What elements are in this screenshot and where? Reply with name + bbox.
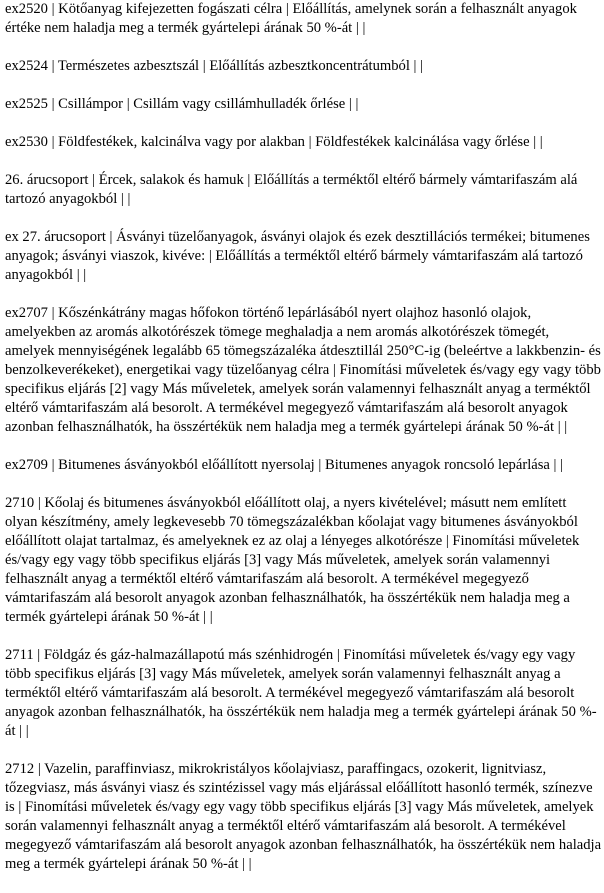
entry-2711: 2711 | Földgáz és gáz-halmazállapotú más szénhidrogén | Finomítási műveletek és/vagy egy vagy több specifikus eljárás [3] vagy Más műveletek, amelyek során valamennyi felhasznált anyag a terméktől eltérő vámtarifaszám alá besorolt. A termékével megegyező vámtarifaszám alá besorolt anyagok azonban felhasználhatók, ha összértékük nem haladja meg a termék gyártelepi árának 50 %-át | | (5, 647, 597, 739)
entry-chapter-26: 26. árucsoport | Ércek, salakok és hamuk | Előállítás a terméktől eltérő bármely vámtarifaszám alá tartozó anyagokból | | (5, 172, 578, 207)
entry-ex2709: ex2709 | Bitumenes ásványokból előállított nyersolaj | Bitumenes anyagok roncsoló lepárlása | | (5, 457, 564, 473)
entry-ex2520: ex2520 | Kötőanyag kifejezetten fogászati célra | Előállítás, amelynek során a felhasznált anyagok értéke nem haladja meg a termék gyártelepi árának 50 %-át | | (5, 1, 577, 36)
entry-ex2530: ex2530 | Földfestékek, kalcinálva vagy por alakban | Földfestékek kalcinálása vagy őrlése | | (5, 134, 543, 150)
entry-ex2707: ex2707 | Kőszénkátrány magas hőfokon történő lepárlásából nyert olajhoz hasonló olajok, amelyekben az aromás alkotórészek tömege meghaladja a nem aromás alkotórészek tömegét, amelyek mennyiségének legalább 65 tömegszázaléka átdesztillál 250°C-ig (beleértve a lakkbenzin- és benzolkeverékeket), energetikai vagy tüzelőanyag célra | Finomítási műveletek és/vagy egy vagy több specifikus eljárás [2] vagy Más műveletek, amelyek során valamennyi felhasznált anyag a terméktől eltérő vámtarifaszám alá besorolt. A termékével megegyező vámtarifaszám alá besorolt anyagok azonban felhasználhatók, ha összértékük nem haladja meg a termék gyártelepi árának 50 %-át | | (5, 305, 601, 435)
document-body (5, 0, 602, 893)
entry-ex2524: ex2524 | Természetes azbesztszál | Előállítás azbesztkoncentrátumból | | (5, 58, 424, 74)
entry-chapter-ex27: ex 27. árucsoport | Ásványi tüzelőanyagok, ásványi olajok és ezek desztillációs termékei; bitumenes anyagok; ásványi viaszok, kivéve: | Előállítás a terméktől eltérő bármely vámtarifaszám alá tartozó anyagokból | | (5, 229, 590, 283)
entry-ex2525: ex2525 | Csillámpor | Csillám vagy csillámhulladék őrlése | | (5, 96, 359, 112)
entry-2712: 2712 | Vazelin, paraffinviasz, mikrokristályos kőolajviasz, paraffingacs, ozokerit, lignitviasz, tőzegviasz, más ásványi viasz és szintézissel vagy más eljárással előállított hasonló termék, színezve is | Finomítási műveletek és/vagy egy vagy több specifikus eljárás [3] vagy Más műveletek, amelyek során valamennyi felhasznált anyag a terméktől eltérő vámtarifaszám alá besorolt. A termékével megegyező vámtarifaszám alá besorolt anyagok azonban felhasználhatók, ha összértékük nem haladja meg a termék gyártelepi árának 50 %-át | | (5, 761, 602, 872)
entry-2710: 2710 | Kőolaj és bitumenes ásványokból előállított olaj, a nyers kivételével; másutt nem említett olyan készítmény, amely legkevesebb 70 tömegszázalékban kőolajat vagy bitumenes ásványokból előállított olajat tartalmaz, és amelyeknek ez az olaj a lényeges alkotórésze | Finomítási műveletek és/vagy egy vagy több specifikus eljárás [3] vagy Más műveletek, amelyek során valamennyi felhasznált anyag a terméktől eltérő vámtarifaszám alá besorolt. A termékével megegyező vámtarifaszám alá besorolt anyagok azonban felhasználhatók, ha összértékük nem haladja meg a termék gyártelepi árának 50 %-át | | (5, 495, 580, 625)
